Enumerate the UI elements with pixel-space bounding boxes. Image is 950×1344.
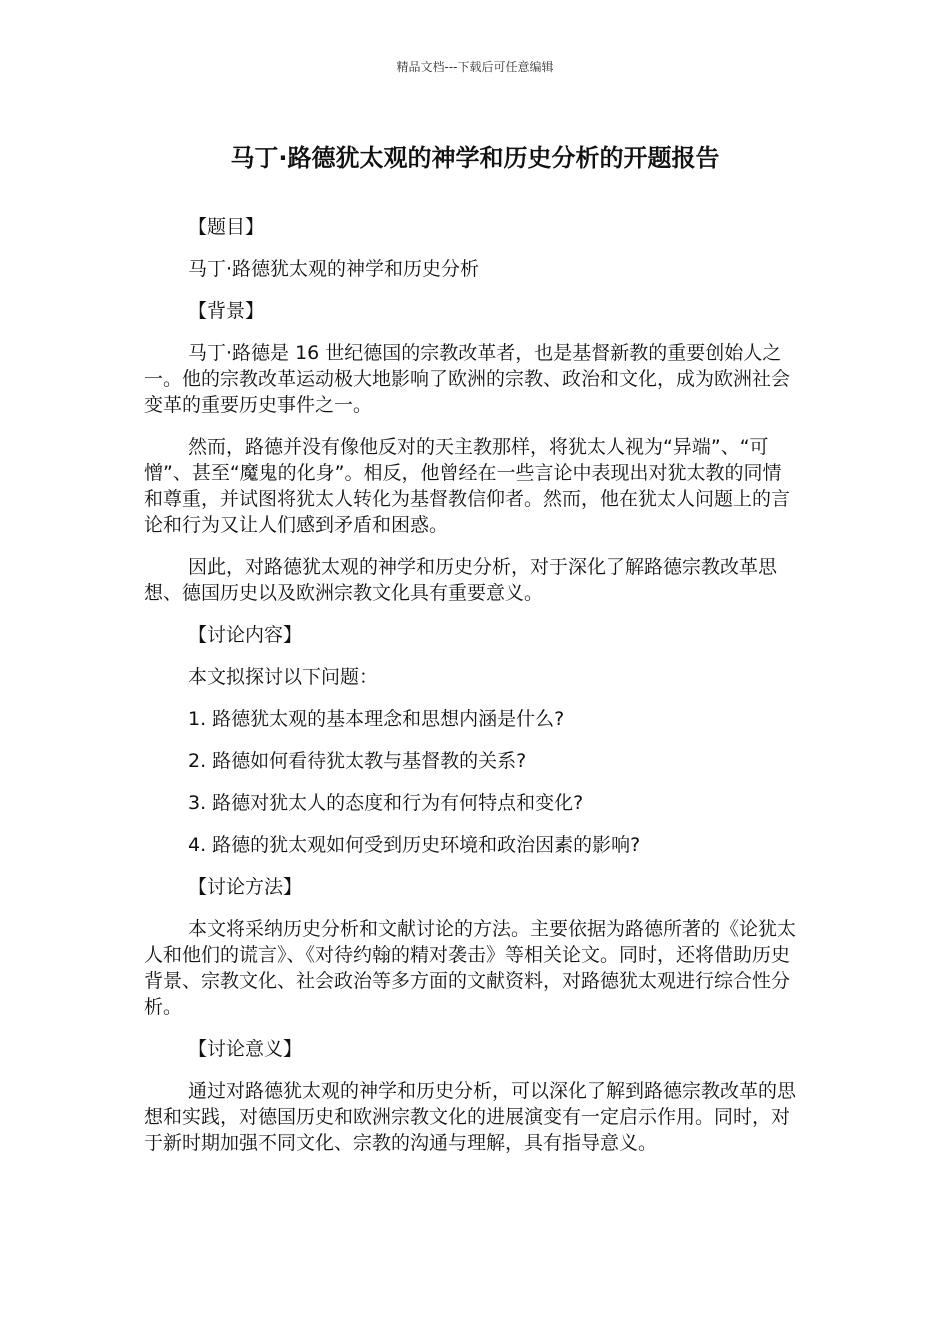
question-item: 1. 路德犹太观的基本理念和思想内涵是什么? <box>188 708 565 730</box>
content-intro: 本文拟探讨以下问题： <box>188 666 379 688</box>
question-item: 4. 路德的犹太观如何受到历史环境和政治因素的影响? <box>188 834 641 856</box>
background-paragraph-2: 然而，路德并没有像他反对的天主教那样，将犹太人视为“异端”、“可憎”、甚至“魔鬼的化身”。相反，他曾经在一些言论中表现出对犹太教的同情和尊重，并试图将犹太人转化为基督教信仰者。然而，他在犹太人问题上的言论和行为又让人们感到矛盾和困惑。 <box>144 436 791 536</box>
content-heading: 【讨论内容】 <box>188 624 303 646</box>
topic-heading: 【题目】 <box>188 216 265 238</box>
significance-heading: 【讨论意义】 <box>188 1038 303 1060</box>
background-paragraph-3: 因此，对路德犹太观的神学和历史分析，对于深化了解路德宗教改革思想、德国历史以及欧洲宗教文化具有重要意义。 <box>144 556 778 604</box>
significance-paragraph: 通过对路德犹太观的神学和历史分析，可以深化了解到路德宗教改革的思想和实践，对德国历史和欧洲宗教文化的进展演变有一定启示作用。同时，对于新时期加强不同文化、宗教的沟通与理解，具有指导意义。 <box>144 1080 797 1154</box>
background-heading: 【背景】 <box>188 300 265 322</box>
document-body <box>144 214 796 1172</box>
background-paragraph-1: 马丁·路德是 16 世纪德国的宗教改革者，也是基督新教的重要创始人之一。他的宗教改革运动极大地影响了欧洲的宗教、政治和文化，成为欧洲社会变革的重要历史事件之一。 <box>144 342 791 416</box>
method-paragraph: 本文将采纳历史分析和文献讨论的方法。主要依据为路德所著的《论犹太人和他们的谎言》、《对待约翰的精对袭击》等相关论文。同时，还将借助历史背景、宗教文化、社会政治等多方面的文献资料，对路德犹太观进行综合性分析。 <box>144 918 797 1018</box>
question-item: 2. 路德如何看待犹太教与基督教的关系? <box>188 750 527 772</box>
topic-text: 马丁·路德犹太观的神学和历史分析 <box>188 258 480 280</box>
header-note: 精品文档---下载后可任意编辑 <box>396 60 554 74</box>
method-heading: 【讨论方法】 <box>188 876 303 898</box>
document-title: 马丁·路德犹太观的神学和历史分析的开题报告 <box>230 144 720 172</box>
question-item: 3. 路德对犹太人的态度和行为有何特点和变化? <box>188 792 584 814</box>
